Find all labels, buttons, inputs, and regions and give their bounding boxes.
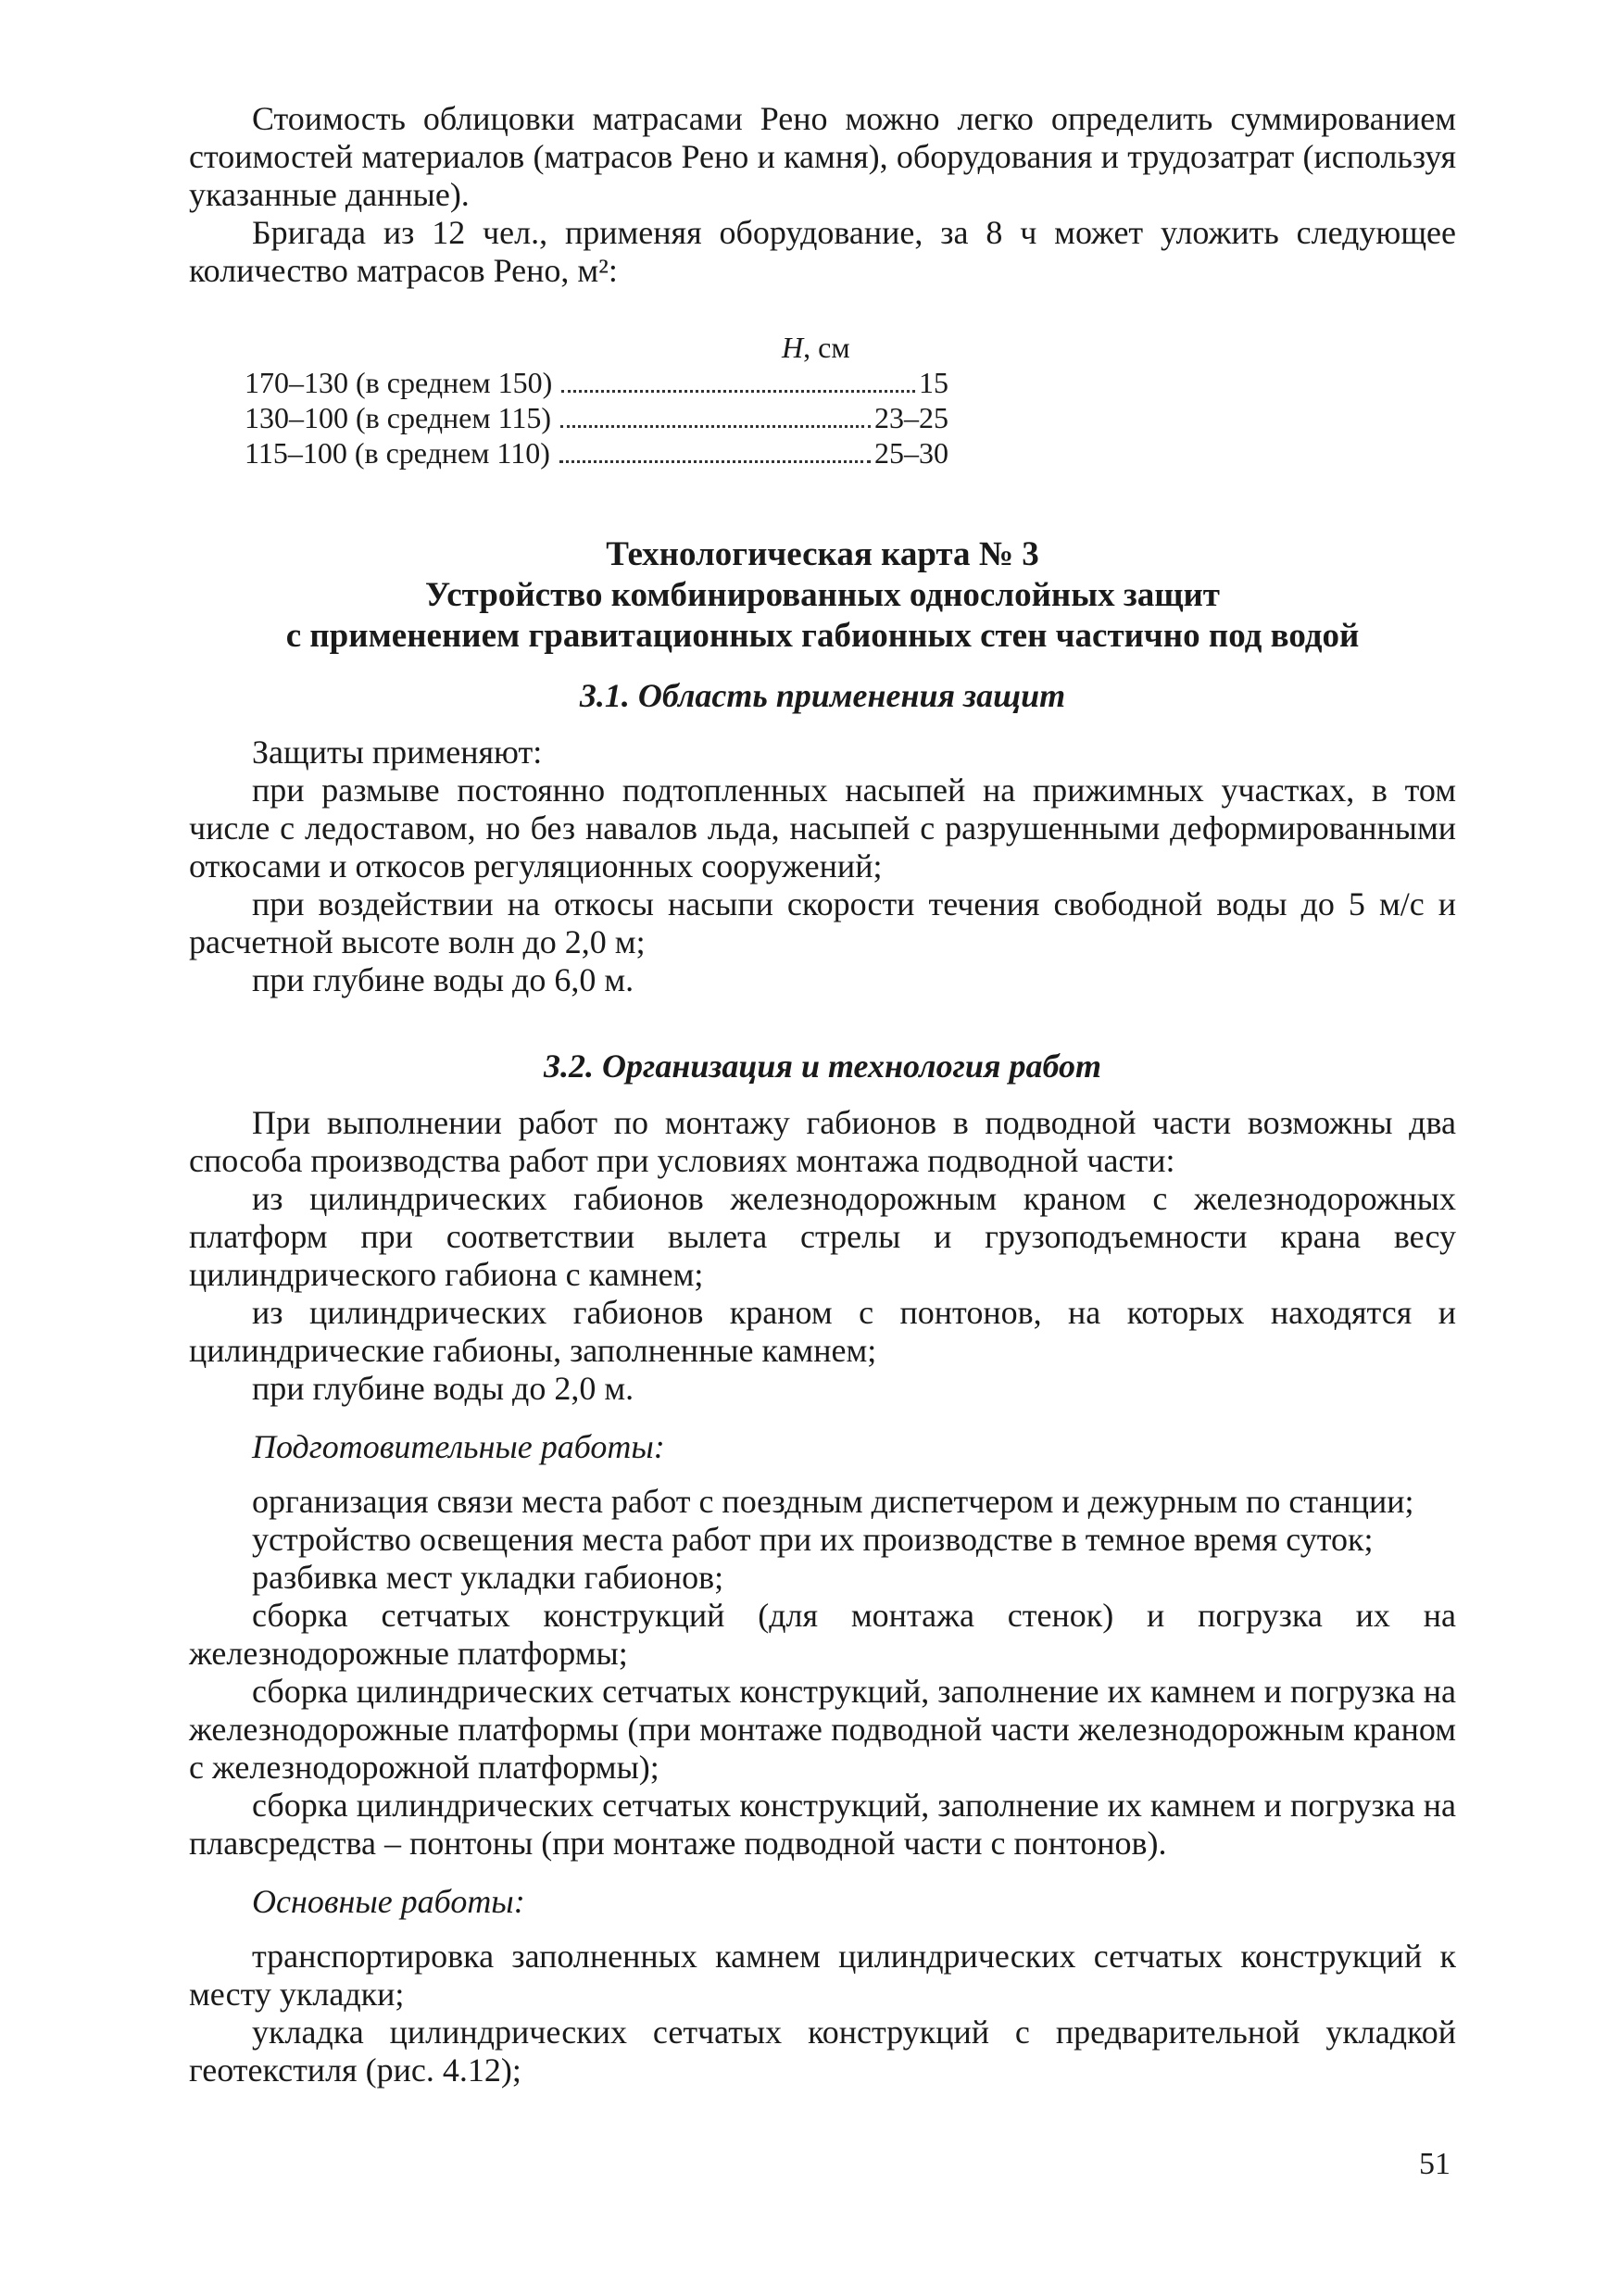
list-item: организация связи места работ с поездным диспетчером и дежурным по станции; bbox=[252, 1483, 1414, 1520]
list-item: сборка цилиндрических сетчатых конструкций, заполнение их камнем и погрузка на плавсредства – понтоны (при монтаже подводной части с понтонов). bbox=[189, 1787, 1456, 1862]
row-value: 23–25 bbox=[874, 401, 948, 434]
row-value: 15 bbox=[919, 366, 948, 399]
main-works-heading: Основные работы: bbox=[252, 1883, 525, 1920]
paragraph: при воздействии на откосы насыпи скорости течения свободной воды до 5 м/с и расчетной высоте волн до 2,0 м; bbox=[189, 885, 1456, 960]
prep-works-heading: Подготовительные работы: bbox=[252, 1428, 665, 1465]
list-item: устройство освещения места работ при их производстве в темное время суток; bbox=[252, 1521, 1374, 1558]
dot-leader bbox=[561, 390, 915, 393]
dot-leader bbox=[559, 460, 871, 463]
brigade-output-table bbox=[189, 331, 1456, 470]
paragraph: из цилиндрических габионов железнодорожным краном с железнодорожных платформ при соответствии вылета стрелы и грузоподъемности крана весу цилиндрического габиона с камнем; bbox=[189, 1180, 1456, 1293]
table-row bbox=[245, 401, 948, 435]
paragraph: при глубине воды до 6,0 м. bbox=[252, 961, 634, 998]
list-item: укладка цилиндрических сетчатых конструкций с предварительной укладкой геотекстиля (рис. 4.12); bbox=[189, 2014, 1456, 2089]
row-label: 170–130 (в среднем 150) bbox=[245, 366, 553, 399]
table-header: H, см bbox=[782, 331, 850, 364]
list-item: сборка сетчатых конструкций (для монтажа стенок) и погрузка их на железнодорожные платформы; bbox=[189, 1597, 1456, 1672]
section-title-line: с применением гравитационных габионных стен частично под водой bbox=[285, 617, 1360, 655]
subsection-heading-3-2: 3.2. Организация и технология работ bbox=[544, 1048, 1101, 1085]
list-item: сборка цилиндрических сетчатых конструкций, заполнение их камнем и погрузка на железнодорожные платформы (при монтаже подводной части железнодорожным краном с железнодорожной платформы); bbox=[189, 1673, 1456, 1786]
page-number: 51 bbox=[1419, 2147, 1450, 2181]
paragraph: при глубине воды до 2,0 м. bbox=[252, 1370, 634, 1407]
intro-paragraph-1: Стоимость облицовки матрасами Рено можно легко определить суммированием стоимостей материалов (матрасов Рено и камня), оборудования и трудозатрат (используя указанные данные). bbox=[189, 100, 1456, 213]
intro-paragraph-2: Бригада из 12 чел., применяя оборудование, за 8 ч может уложить следующее количество матрасов Рено, м²: bbox=[189, 214, 1456, 289]
paragraph: При выполнении работ по монтажу габионов в подводной части возможны два способа производства работ при условиях монтажа подводной части: bbox=[189, 1104, 1456, 1179]
section-title bbox=[189, 534, 1456, 657]
paragraph: из цилиндрических габионов краном с понтонов, на которых находятся и цилиндрические габионы, заполненные камнем; bbox=[189, 1294, 1456, 1369]
row-label: 130–100 (в среднем 115) bbox=[245, 401, 552, 434]
section-title-line: Технологическая карта № 3 bbox=[606, 535, 1039, 573]
list-item: разбивка мест укладки габионов; bbox=[252, 1559, 724, 1596]
dot-leader bbox=[560, 425, 871, 428]
section-title-line: Устройство комбинированных однослойных защит bbox=[425, 576, 1220, 614]
table-row bbox=[245, 436, 948, 470]
subsection-heading-3-1: 3.1. Область применения защит bbox=[579, 677, 1066, 714]
row-value: 25–30 bbox=[874, 436, 948, 470]
row-label: 115–100 (в среднем 110) bbox=[245, 436, 550, 470]
table-row bbox=[245, 366, 948, 400]
paragraph: при размыве постоянно подтопленных насыпей на прижимных участках, в том числе с ледоставом, но без навалов льда, насыпей с разрушенными деформированными откосами и откосов регуляционных сооружений; bbox=[189, 772, 1456, 885]
paragraph: Защиты применяют: bbox=[252, 734, 543, 771]
list-item: транспортировка заполненных камнем цилиндрических сетчатых конструкций к месту укладки; bbox=[189, 1938, 1456, 2013]
page-body bbox=[189, 100, 1456, 2089]
